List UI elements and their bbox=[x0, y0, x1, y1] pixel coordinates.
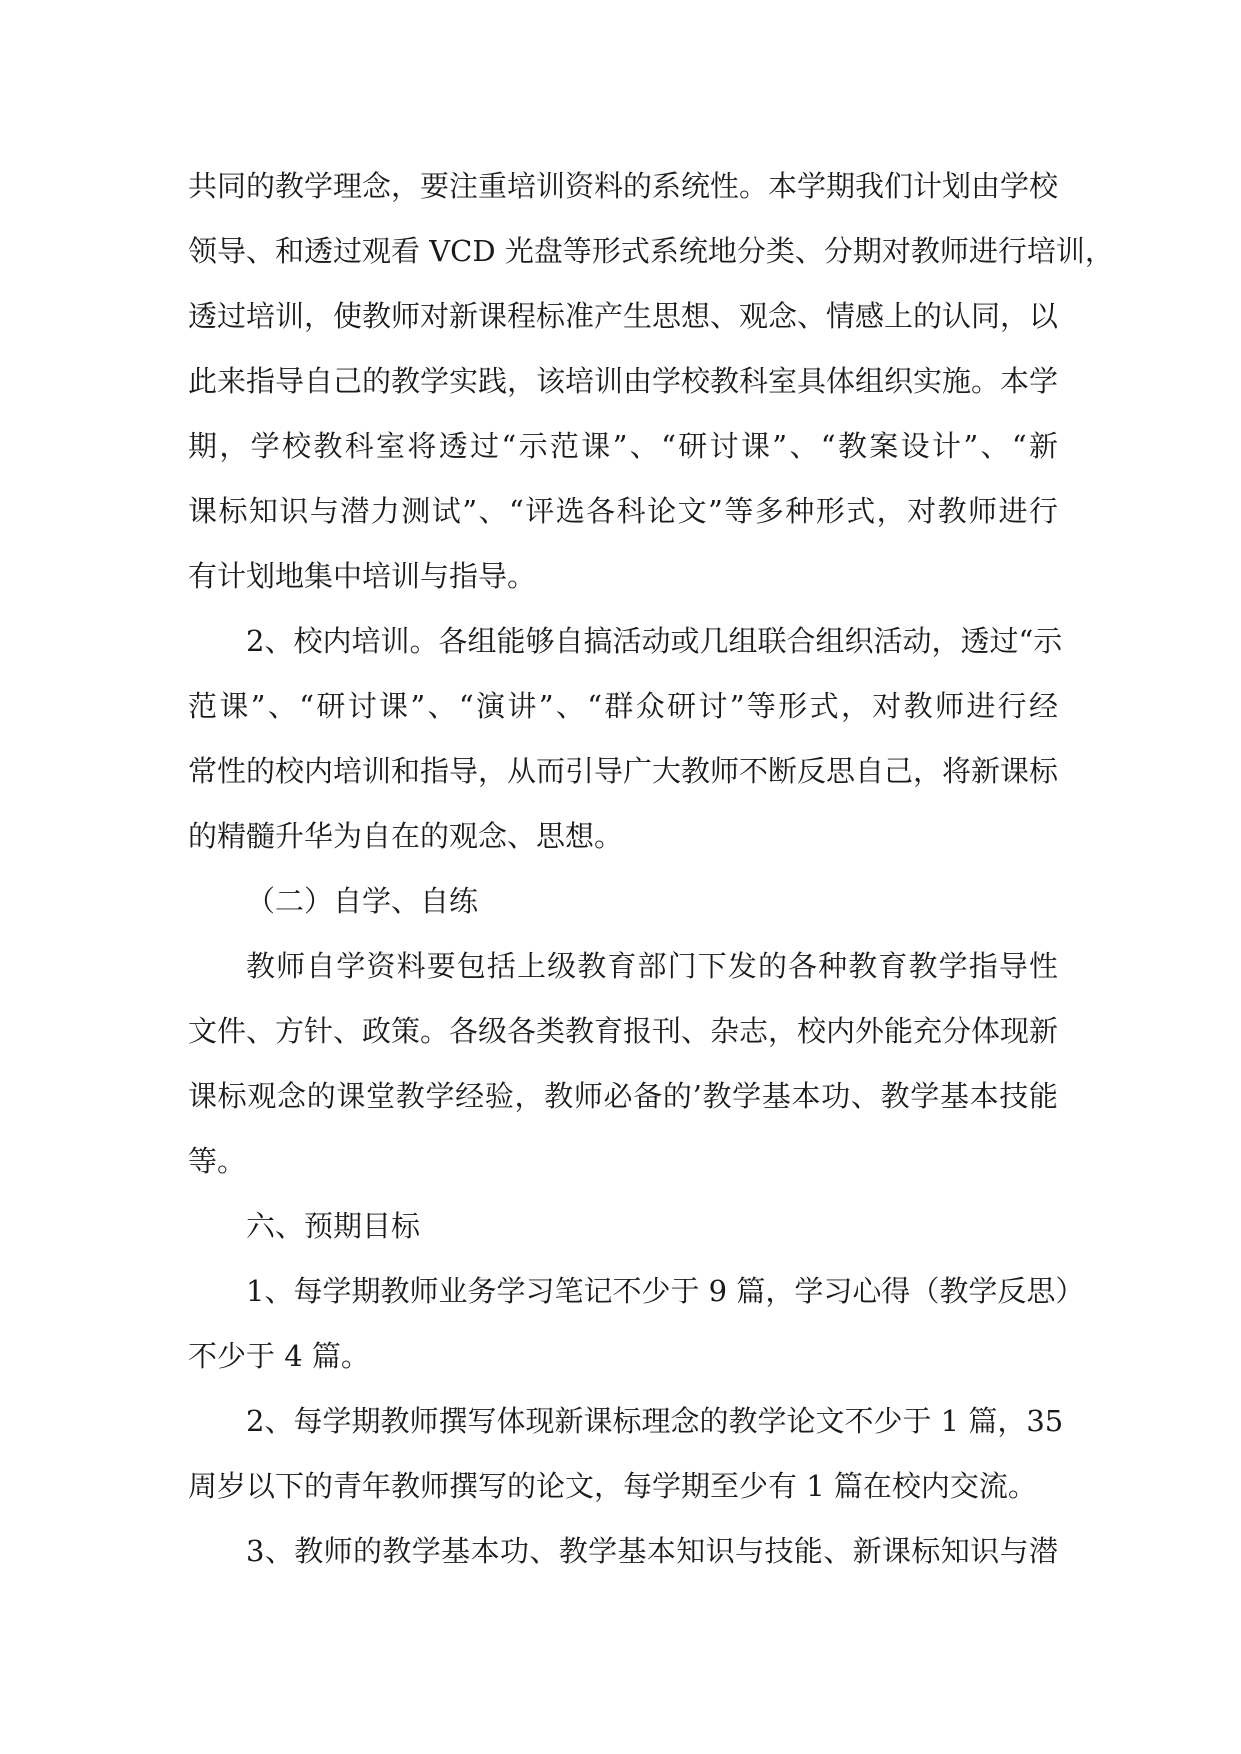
paragraph-line: 此来指导自己的教学实践，该培训由学校教科室具体组织实施。本学 bbox=[188, 364, 1059, 398]
section-heading: 六、预期目标 bbox=[246, 1209, 421, 1243]
paragraph-line: 周岁以下的青年教师撰写的论文，每学期至少有 1 篇在校内交流。 bbox=[188, 1469, 1037, 1503]
paragraph-line: 1、每学期教师业务学习笔记不少于 9 篇，学习心得（教学反思） bbox=[246, 1274, 1085, 1308]
paragraph-line: 常性的校内培训和指导，从而引导广大教师不断反思自己，将新课标 bbox=[188, 754, 1059, 788]
paragraph-line: 课标知识与潜力测试”、“评选各科论文”等多种形式，对教师进行 bbox=[188, 494, 1058, 528]
paragraph-line: 2、每学期教师撰写体现新课标理念的教学论文不少于 1 篇，35 bbox=[246, 1404, 1064, 1438]
paragraph-line: 透过培训，使教师对新课程标准产生思想、观念、情感上的认同，以 bbox=[188, 299, 1059, 333]
paragraph-line: 领导、和透过观看 VCD 光盘等形式系统地分类、分期对教师进行培训， bbox=[188, 234, 1114, 268]
paragraph-line: 期，学校教科室将透过“示范课”、“研讨课”、“教案设计”、“新 bbox=[188, 429, 1058, 463]
paragraph-line: 文件、方针、政策。各级各类教育报刊、杂志，校内外能充分体现新 bbox=[188, 1014, 1059, 1048]
paragraph-line: 教师自学资料要包括上级教育部门下发的各种教育教学指导性 bbox=[246, 949, 1058, 983]
paragraph-line: 不少于 4 篇。 bbox=[188, 1339, 370, 1373]
section-heading: （二）自学、自练 bbox=[246, 884, 479, 918]
paragraph-line: 有计划地集中培训与指导。 bbox=[188, 559, 537, 593]
paragraph-line: 课标观念的课堂教学经验，教师必备的’教学基本功、教学基本技能 bbox=[188, 1079, 1058, 1113]
paragraph-line: 的精髓升华为自在的观念、思想。 bbox=[188, 819, 624, 853]
paragraph-line: 2、校内培训。各组能够自搞活动或几组联合组织活动，透过“示 bbox=[246, 624, 1063, 658]
paragraph-line: 3、教师的教学基本功、教学基本知识与技能、新课标知识与潜 bbox=[246, 1534, 1058, 1568]
paragraph-line: 等。 bbox=[188, 1144, 247, 1178]
paragraph-line: 范课”、“研讨课”、“演讲”、“群众研讨”等形式，对教师进行经 bbox=[188, 689, 1058, 723]
paragraph-line: 共同的教学理念，要注重培训资料的系统性。本学期我们计划由学校 bbox=[188, 169, 1059, 203]
